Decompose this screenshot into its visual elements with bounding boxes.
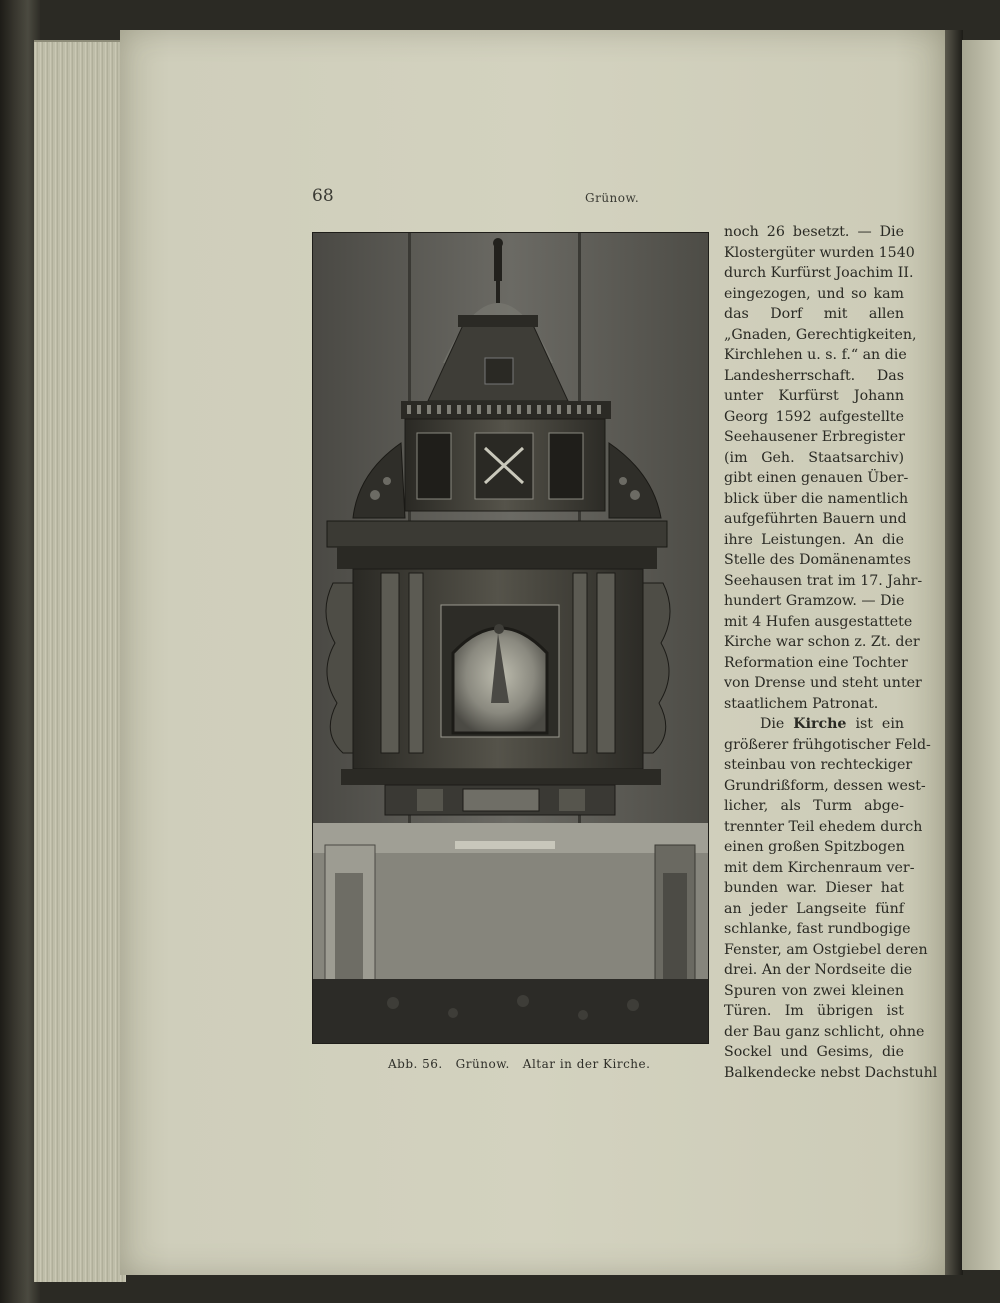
text-line: Seehausener Erbregister [724, 429, 905, 445]
facing-page-edge [962, 40, 1000, 1270]
text-line: unter Kurfürst Johann [724, 388, 904, 404]
text-line: (im Geh. Staatsarchiv) [724, 449, 904, 466]
text-line: an jeder Langseite fünf [724, 900, 904, 917]
text-line: aufgeführten Bauern und [724, 511, 907, 527]
altar-illustration [313, 233, 708, 1043]
book-gutter [945, 30, 963, 1275]
paragraph-start-line [724, 714, 904, 735]
text-line: Landesherrschaft. Das [724, 367, 904, 384]
page-number: 68 [312, 186, 334, 206]
text-line: noch 26 besetzt. — Die [724, 224, 904, 240]
text-line: der Bau ganz schlicht, ohne [724, 1023, 925, 1040]
text-line: Kirche war schon z. Zt. der [724, 634, 920, 650]
text-line: gibt einen genauen Über- [724, 470, 909, 486]
text-line: hundert Gramzow. — Die [724, 593, 905, 609]
text-line: steinbau von rechteckiger [724, 757, 913, 773]
text-line: eingezogen, und so kam [724, 285, 904, 302]
text-line: drei. An der Nordseite die [724, 962, 913, 978]
altar-photograph [312, 232, 709, 1044]
para-lead-rest: ist ein [855, 716, 904, 732]
text-line: von Drense und steht unter [724, 675, 922, 691]
running-head: Grünow. [585, 191, 640, 205]
text-line: Klostergüter wurden 1540 [724, 244, 915, 261]
text-line: Reformation eine Tochter [724, 654, 908, 671]
text-line: durch Kurfürst Joachim II. [724, 265, 914, 281]
text-line: licher, als Turm abge- [724, 798, 904, 814]
figure-caption: Abb. 56. Grünow. Altar in der Kirche. [388, 1057, 651, 1071]
text-line: Seehausen trat im 17. Jahr- [724, 572, 923, 589]
text-line: das Dorf mit allen [724, 306, 904, 322]
text-line: Grundrißform, dessen west- [724, 777, 926, 794]
text-line: Kirchlehen u. s. f.“ an die [724, 347, 907, 363]
text-line: „Gnaden, Gerechtigkeiten, [724, 326, 917, 343]
bold-keyword: Kirche [793, 716, 847, 732]
text-line: einen großen Spitzbogen [724, 839, 905, 855]
text-line: blick über die namentlich [724, 490, 909, 507]
text-line: Balkendecke nebst Dachstuhl [724, 1064, 938, 1081]
text-line: mit dem Kirchenraum ver- [724, 859, 915, 876]
text-line: bunden war. Dieser hat [724, 880, 904, 896]
text-line: staatlichem Patronat. [724, 695, 879, 712]
text-line: größerer frühgotischer Feld- [724, 736, 931, 753]
text-line: mit 4 Hufen ausgestattete [724, 613, 913, 630]
text-line: Georg 1592 aufgestellte [724, 408, 904, 425]
text-line: Fenster, am Ostgiebel deren [724, 941, 928, 958]
para-lead-word: Die [760, 716, 785, 732]
text-line: trennter Teil ehedem durch [724, 818, 923, 835]
text-line: Türen. Im übrigen ist [724, 1003, 904, 1019]
text-line: Spuren von zwei kleinen [724, 982, 904, 999]
body-text-column [724, 222, 938, 1083]
page-stack [34, 40, 126, 1282]
text-line: Stelle des Domänenamtes [724, 552, 911, 568]
text-line: ihre Leistungen. An die [724, 531, 904, 548]
text-line: Sockel und Gesims, die [724, 1044, 904, 1060]
text-line: schlanke, fast rundbogige [724, 921, 911, 937]
